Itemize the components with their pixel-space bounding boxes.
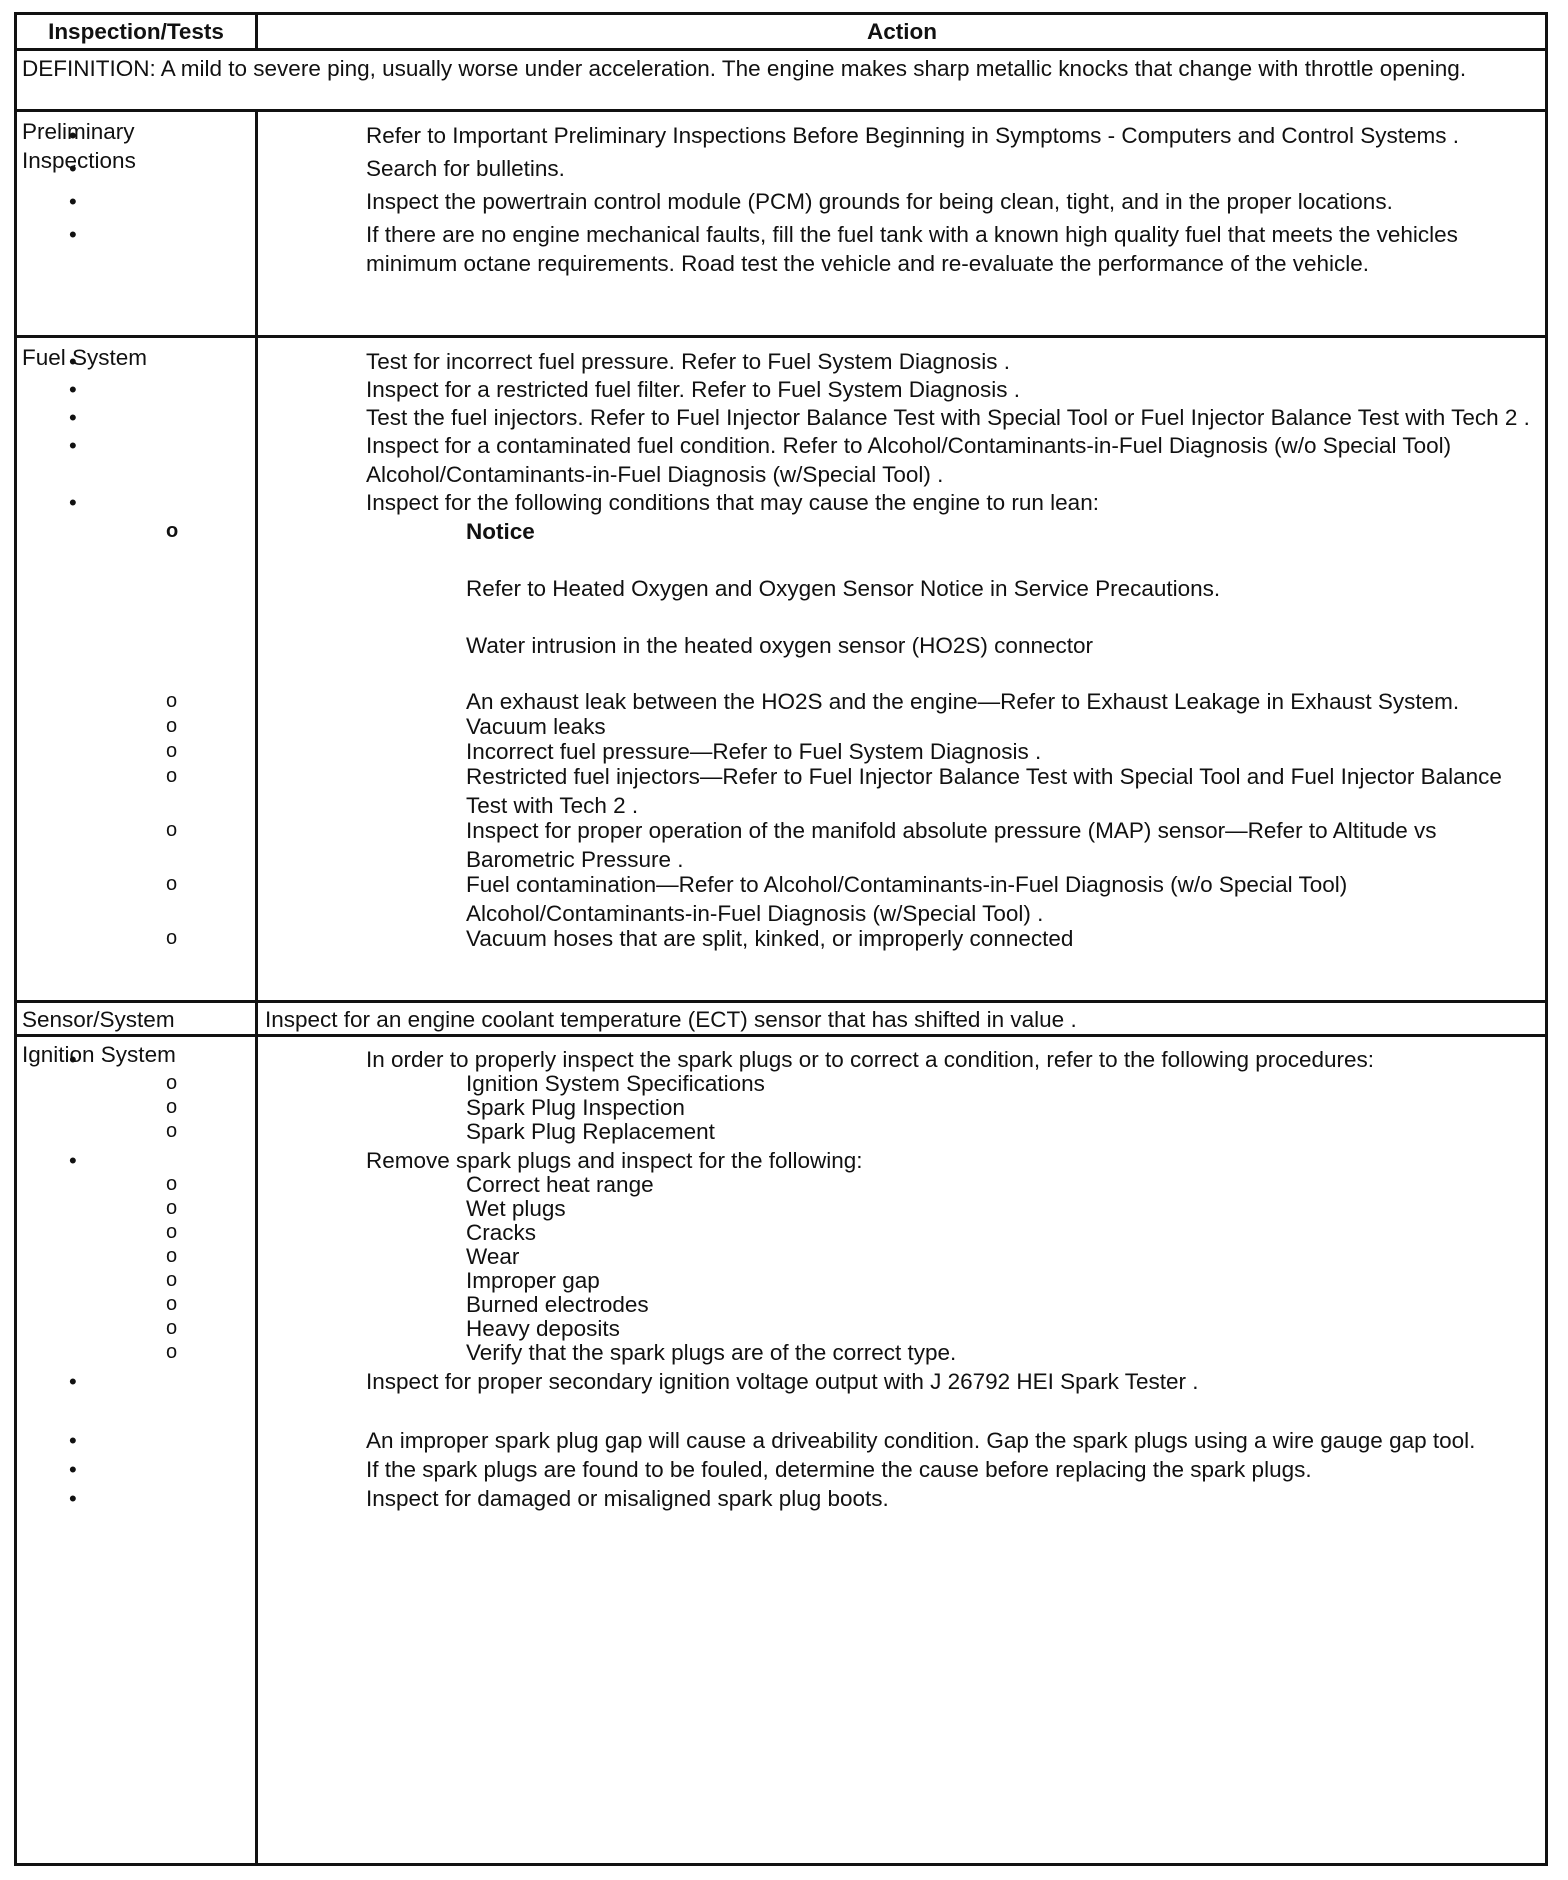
preliminary-row	[17, 109, 1545, 335]
header-row	[17, 15, 1545, 48]
sub-list-item: o An exhaust leak between the HO2S and the engine—Refer to Exhaust Leakage in Exhaust System.	[17, 687, 1539, 716]
definition-row	[17, 48, 1545, 109]
sensor-system-row	[17, 1000, 1545, 1034]
ignition-system-row	[17, 1034, 1545, 1863]
sub-list-item: o Heavy deposits	[17, 1314, 1539, 1343]
list-item: • Test for incorrect fuel pressure. Refer to Fuel System Diagnosis .	[17, 347, 1539, 376]
sub-list-item: o Restricted fuel injectors—Refer to Fuel Injector Balance Test with Special Tool and Fuel Injector Balance Test with Tech 2 .	[17, 762, 1539, 820]
list-item: • If there are no engine mechanical faults, fill the fuel tank with a known high quality fuel that meets the vehicles minimum octane requirements. Road test the vehicle and re-evaluate the performance of the vehicle.	[17, 220, 1539, 278]
list-item: • Test the fuel injectors. Refer to Fuel Injector Balance Test with Special Tool or Fuel Injector Balance Test with Tech 2 .	[17, 403, 1539, 432]
list-item: • Inspect the powertrain control module (PCM) grounds for being clean, tight, and in the proper locations.	[17, 187, 1539, 216]
sensor-system-text: Inspect for an engine coolant temperature (ECT) sensor that has shifted in value .	[265, 1007, 1077, 1032]
sub-list-item: o Verify that the spark plugs are of the correct type.	[17, 1338, 1539, 1367]
sub-list-item: o Correct heat range	[17, 1170, 1539, 1199]
sub-list-item: o Vacuum hoses that are split, kinked, or improperly connected	[17, 924, 1539, 953]
sub-list-item: o Burned electrodes	[17, 1290, 1539, 1319]
list-item: • Inspect for damaged or misaligned spark plug boots.	[17, 1484, 1539, 1513]
notice-text: Refer to Heated Oxygen and Oxygen Sensor Notice in Service Precautions.	[466, 576, 1221, 601]
list-item: • Remove spark plugs and inspect for the following:	[17, 1146, 1539, 1175]
preliminary-list	[265, 121, 1539, 278]
list-item: • Inspect for a contaminated fuel condition. Refer to Alcohol/Contaminants-in-Fuel Diagnosis (w/o Special Tool) Alcohol/Contaminants-in-Fuel Diagnosis (w/Special Tool) .	[17, 431, 1539, 489]
list-item: • Search for bulletins.	[17, 154, 1539, 183]
list-item: • Inspect for a restricted fuel filter. Refer to Fuel System Diagnosis .	[17, 375, 1539, 404]
ignition-system-label: Ignition System	[22, 1042, 176, 1067]
list-item: • Inspect for the following conditions that may cause the engine to run lean:	[17, 488, 1539, 517]
header-action: Action	[867, 19, 937, 44]
sensor-system-label: Sensor/System	[22, 1007, 175, 1032]
sub-list-item: o Fuel contamination—Refer to Alcohol/Contaminants-in-Fuel Diagnosis (w/o Special Tool) Alcohol/Contaminants-in-Fuel Diagnosis (w/Special Tool) .	[17, 870, 1539, 928]
sub-list-item: o Ignition System Specifications	[17, 1069, 1539, 1098]
list-item: • In order to properly inspect the spark plugs or to correct a condition, refer to the following procedures:	[17, 1045, 1539, 1074]
fuel-system-list	[265, 347, 1539, 953]
definition-text: DEFINITION: A mild to severe ping, usually worse under acceleration. The engine makes sharp metallic knocks that change with throttle opening.	[22, 56, 1467, 81]
sub-list-item: o Spark Plug Inspection	[17, 1093, 1539, 1122]
preliminary-label: Preliminary Inspections	[22, 119, 136, 173]
list-item: • If the spark plugs are found to be fouled, determine the cause before replacing the spark plugs.	[17, 1455, 1539, 1484]
list-item: • Inspect for proper secondary ignition voltage output with J 26792 HEI Spark Tester .	[17, 1367, 1539, 1396]
column-divider	[255, 109, 258, 1863]
fuel-system-row	[17, 335, 1545, 1000]
sub-list-item: o Inspect for proper operation of the manifold absolute pressure (MAP) sensor—Refer to Altitude vs Barometric Pressure .	[17, 816, 1539, 874]
sub-list-item: o Spark Plug Replacement	[17, 1117, 1539, 1146]
header-inspection-tests: Inspection/Tests	[48, 19, 224, 44]
water-intrusion-text: Water intrusion in the heated oxygen sensor (HO2S) connector	[466, 633, 1093, 658]
list-item: • An improper spark plug gap will cause a driveability condition. Gap the spark plugs using a wire gauge gap tool.	[17, 1426, 1539, 1455]
sub-list-item: o Improper gap	[17, 1266, 1539, 1295]
sub-list-item: o Wet plugs	[17, 1194, 1539, 1223]
fuel-system-label: Fuel System	[22, 345, 148, 370]
column-divider	[255, 15, 258, 48]
sub-list-item: o Cracks	[17, 1218, 1539, 1247]
sub-list-item: o Vacuum leaks	[17, 712, 1539, 741]
list-item: • Refer to Important Preliminary Inspections Before Beginning in Symptoms - Computers and Control Systems .	[17, 121, 1539, 150]
ignition-system-list	[17, 1045, 1539, 1513]
sub-list-item: o Incorrect fuel pressure—Refer to Fuel System Diagnosis .	[17, 737, 1539, 766]
sub-list-item: o Wear	[17, 1242, 1539, 1271]
diagnostic-table	[14, 12, 1548, 1866]
notice-title: o Notice	[17, 517, 1539, 546]
